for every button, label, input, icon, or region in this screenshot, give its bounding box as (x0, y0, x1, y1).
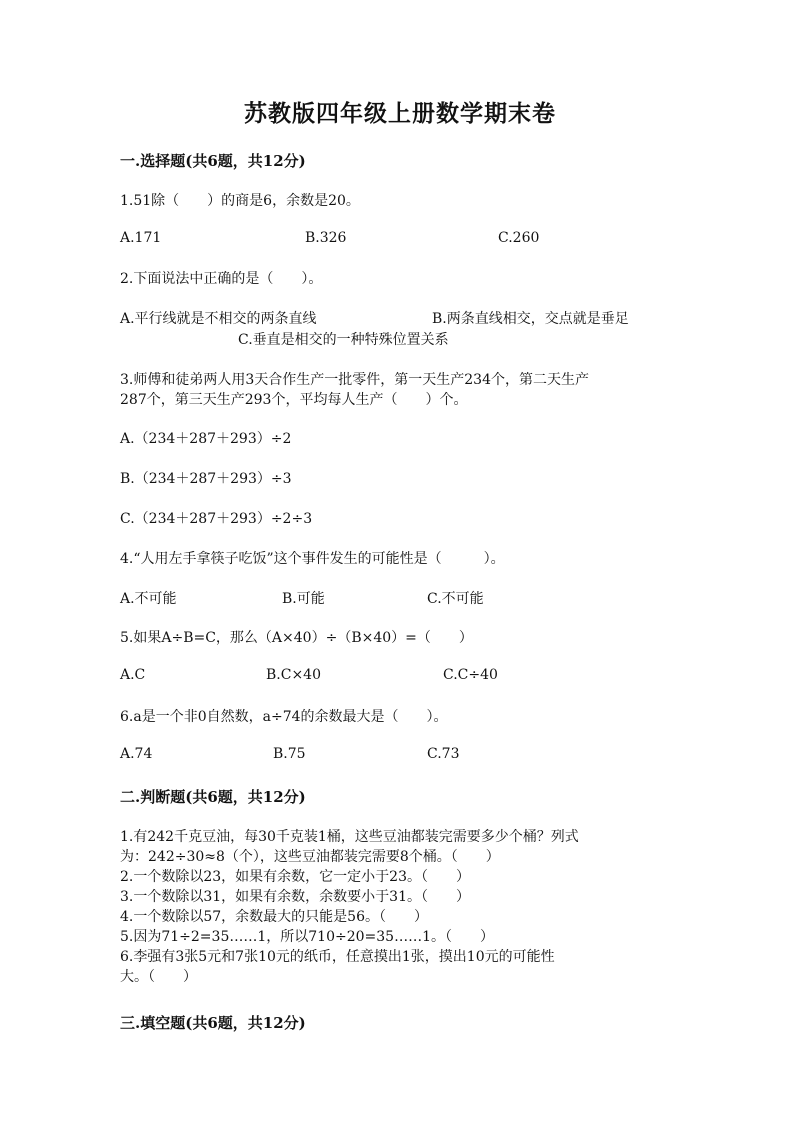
option-6b: B.75 (273, 746, 306, 762)
judge-4: 4.一个数除以57，余数最大的只能是56。（ ） (120, 909, 428, 925)
judge-1-line-2: 为：242÷30≈8（个），这些豆油都装完需要8个桶。（ ） (120, 849, 500, 865)
option-2b: B.两条直线相交，交点就是垂足 (432, 311, 629, 327)
option-6a: A.74 (120, 746, 153, 762)
option-5c: C.C÷40 (443, 667, 498, 683)
section-heading-choice: 一.选择题(共6题，共12分) (120, 152, 306, 170)
question-5: 5.如果A÷B=C，那么（A×40）÷（B×40）=（ ） (120, 630, 473, 646)
option-4b: B.可能 (282, 591, 325, 607)
option-3c: C.（234＋287＋293）÷2÷3 (120, 511, 313, 527)
question-6: 6.a是一个非0自然数，a÷74的余数最大是（ ）。 (120, 709, 448, 725)
judge-6-line-1: 6.李强有3张5元和7张10元的纸币，任意摸出1张，摸出10元的可能性 (120, 949, 555, 965)
option-1a: A.171 (120, 230, 162, 246)
question-2: 2.下面说法中正确的是（ ）。 (120, 271, 323, 287)
judge-2: 2.一个数除以23，如果有余数，它一定小于23。（ ） (120, 869, 470, 885)
option-3a: A.（234＋287＋293）÷2 (120, 431, 292, 447)
judge-1-line-1: 1.有242千克豆油，每30千克装1桶，这些豆油都装完需要多少个桶？列式 (120, 829, 579, 845)
judge-5: 5.因为71÷2=35……1，所以710÷20=35……1。（ ） (120, 929, 494, 945)
question-1: 1.51除（ ）的商是6，余数是20。 (120, 193, 360, 209)
page-title: 苏教版四年级上册数学期末卷 (244, 100, 556, 127)
option-2c: C.垂直是相交的一种特殊位置关系 (238, 332, 449, 348)
section-heading-fill: 三.填空题(共6题，共12分) (120, 1014, 306, 1032)
option-4c: C.不可能 (427, 591, 484, 607)
option-4a: A.不可能 (120, 591, 177, 607)
judge-6-line-2: 大。（ ） (120, 969, 197, 985)
section-heading-judge: 二.判断题(共6题，共12分) (120, 788, 306, 806)
question-4: 4.“人用左手拿筷子吃饭”这个事件发生的可能性是（ ）。 (120, 551, 505, 567)
option-6c: C.73 (427, 746, 460, 762)
option-5b: B.C×40 (266, 667, 321, 683)
question-3-line-1: 3.师傅和徒弟两人用3天合作生产一批零件，第一天生产234个，第二天生产 (120, 372, 589, 388)
option-1b: B.326 (305, 230, 347, 246)
option-3b: B.（234＋287＋293）÷3 (120, 471, 292, 487)
option-2a: A.平行线就是不相交的两条直线 (120, 311, 317, 327)
option-1c: C.260 (498, 230, 540, 246)
option-5a: A.C (120, 667, 146, 683)
judge-3: 3.一个数除以31，如果有余数，余数要小于31。（ ） (120, 889, 470, 905)
question-3-line-2: 287个，第三天生产293个，平均每人生产（ ）个。 (120, 392, 468, 408)
